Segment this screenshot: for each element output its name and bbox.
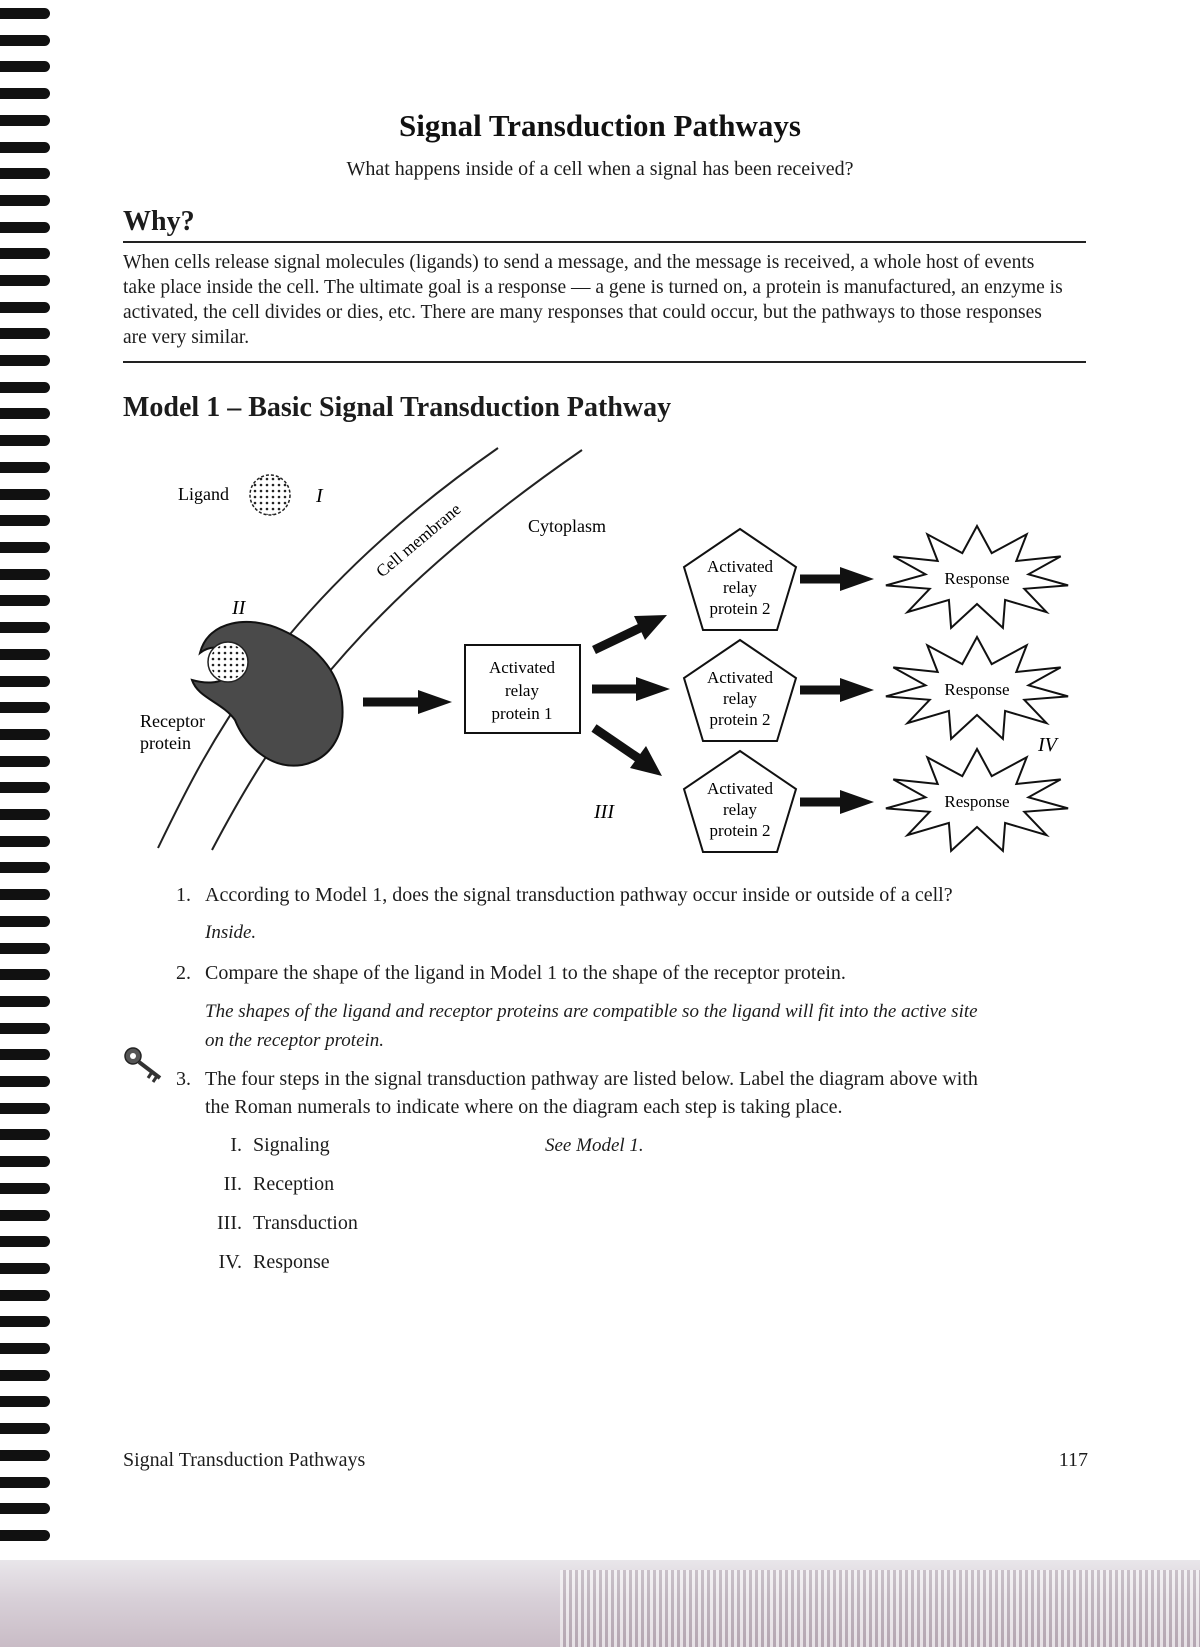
model-heading: Model 1 – Basic Signal Transduction Pathway bbox=[123, 392, 672, 423]
q2-text: Compare the shape of the ligand in Model 1 to the shape of the receptor protein. bbox=[205, 962, 846, 984]
page-number: 117 bbox=[1058, 1449, 1088, 1471]
binding-coil bbox=[0, 248, 50, 259]
ligand-label: Ligand bbox=[178, 484, 229, 504]
binding-coil bbox=[0, 943, 50, 954]
binding-coil bbox=[0, 889, 50, 900]
binding-coil bbox=[0, 1290, 50, 1301]
cytoplasm-label: Cytoplasm bbox=[528, 516, 607, 536]
binding-coil bbox=[0, 676, 50, 687]
relay2-mid-line1: Activated bbox=[706, 668, 774, 687]
arrow-response-top-head bbox=[840, 567, 874, 591]
arrow-to-relay1-head bbox=[418, 690, 452, 714]
relay1-line1: Activated bbox=[488, 658, 556, 677]
why-heading: Why? bbox=[123, 206, 195, 237]
receptor-label-line1: Receptor bbox=[140, 711, 205, 731]
q1-text: According to Model 1, does the signal transduction pathway occur inside or outside of a cell? bbox=[205, 884, 953, 906]
q1-answer: Inside. bbox=[205, 922, 257, 943]
binding-coil bbox=[0, 1183, 50, 1194]
relay2-mid-line2: relay bbox=[723, 689, 757, 708]
binding-coil bbox=[0, 996, 50, 1007]
binding-coil bbox=[0, 1263, 50, 1274]
step-4-numeral: IV. bbox=[218, 1251, 242, 1273]
q1-number: 1. bbox=[176, 884, 191, 906]
spiral-binding bbox=[0, 0, 60, 1560]
relay2-bot-line2: relay bbox=[723, 800, 757, 819]
arrow-relay2-mid-head bbox=[636, 677, 670, 701]
binding-coil bbox=[0, 275, 50, 286]
binding-coil bbox=[0, 542, 50, 553]
step-2-numeral: II. bbox=[223, 1173, 242, 1195]
binding-coil bbox=[0, 1236, 50, 1247]
binding-coil bbox=[0, 1370, 50, 1381]
why-paragraph: When cells release signal molecules (ligands) to send a message, and the message is received, a whole host of events take place inside the cell. The ultimate goal is a response — a gene is turned on, a protein is manufactured, an enzyme is activated, the cell divides or dies, etc. There are many responses that could occur, but the pathways to those responses are very similar. bbox=[123, 252, 1063, 348]
key-icon bbox=[122, 1044, 166, 1084]
binding-coil bbox=[0, 729, 50, 740]
ligand-shape bbox=[250, 475, 290, 515]
receptor-protein-shape bbox=[192, 622, 343, 766]
response-bot-label: Response bbox=[944, 792, 1010, 811]
binding-coil bbox=[0, 809, 50, 820]
footer-title: Signal Transduction Pathways bbox=[123, 1449, 366, 1471]
q3-text-line1: The four steps in the signal transduction pathway are listed below. Label the diagram above with bbox=[205, 1068, 978, 1090]
relay1-line3: protein 1 bbox=[491, 704, 553, 723]
binding-coil bbox=[0, 1423, 50, 1434]
numeral-iv: IV bbox=[1038, 734, 1057, 756]
relay2-top-line3: protein 2 bbox=[709, 599, 771, 618]
binding-coil bbox=[0, 916, 50, 927]
binding-coil bbox=[0, 302, 50, 313]
binding-coil bbox=[0, 756, 50, 767]
arrow-response-bot-head bbox=[840, 790, 874, 814]
step-3-numeral: III. bbox=[217, 1212, 242, 1234]
page-subtitle: What happens inside of a cell when a signal has been received? bbox=[346, 158, 854, 180]
binding-coil bbox=[0, 328, 50, 339]
binding-coil bbox=[0, 462, 50, 473]
why-top-rule bbox=[123, 241, 1086, 243]
relay1-line2: relay bbox=[505, 681, 539, 700]
binding-coil bbox=[0, 1503, 50, 1514]
q2-answer-line2: on the receptor protein. bbox=[205, 1030, 385, 1051]
response-mid-label: Response bbox=[944, 680, 1010, 699]
binding-coil bbox=[0, 782, 50, 793]
q3-number: 3. bbox=[176, 1068, 191, 1090]
binding-coil bbox=[0, 35, 50, 46]
binding-coil bbox=[0, 836, 50, 847]
relay2-top-line1: Activated bbox=[706, 557, 774, 576]
binding-coil bbox=[0, 8, 50, 19]
binding-coil bbox=[0, 515, 50, 526]
binding-coil bbox=[0, 1156, 50, 1167]
why-bottom-rule bbox=[123, 361, 1086, 363]
binding-coil bbox=[0, 702, 50, 713]
binding-coil bbox=[0, 595, 50, 606]
binding-coil bbox=[0, 195, 50, 206]
receptor-label-line2: protein bbox=[140, 733, 191, 753]
response-top-label: Response bbox=[944, 569, 1010, 588]
steps-answer: See Model 1. bbox=[545, 1135, 644, 1156]
binding-coil bbox=[0, 355, 50, 366]
binding-coil bbox=[0, 569, 50, 580]
relay2-bot-line1: Activated bbox=[706, 779, 774, 798]
numeral-ii: II bbox=[232, 597, 246, 619]
q3-text-line2: the Roman numerals to indicate where on the diagram each step is taking place. bbox=[205, 1096, 843, 1118]
binding-coil bbox=[0, 1477, 50, 1488]
step-1-label: Signaling bbox=[253, 1134, 330, 1156]
binding-coil bbox=[0, 969, 50, 980]
binding-coil bbox=[0, 382, 50, 393]
binding-coil bbox=[0, 489, 50, 500]
model-diagram bbox=[120, 440, 1080, 860]
page-title: Signal Transduction Pathways bbox=[399, 108, 801, 143]
binding-coil bbox=[0, 1450, 50, 1461]
relay2-bot-line3: protein 2 bbox=[709, 821, 771, 840]
numeral-iii: III bbox=[594, 801, 614, 823]
binding-coil bbox=[0, 1530, 50, 1541]
binding-coil bbox=[0, 1129, 50, 1140]
arrow-response-mid-head bbox=[840, 678, 874, 702]
binding-coil bbox=[0, 862, 50, 873]
binding-coil bbox=[0, 1049, 50, 1060]
step-2-label: Reception bbox=[253, 1173, 335, 1195]
step-4-label: Response bbox=[253, 1251, 330, 1273]
binding-coil bbox=[0, 1210, 50, 1221]
q2-answer-line1: The shapes of the ligand and receptor proteins are compatible so the ligand will fit into the active site bbox=[205, 1001, 978, 1022]
binding-coil bbox=[0, 1103, 50, 1114]
binding-coil bbox=[0, 1316, 50, 1327]
arrow-relay2-bot bbox=[594, 728, 638, 758]
binding-coil bbox=[0, 1396, 50, 1407]
binding-coil bbox=[0, 622, 50, 633]
numeral-i: I bbox=[316, 485, 323, 507]
binding-coil bbox=[0, 435, 50, 446]
binding-coil bbox=[0, 88, 50, 99]
binding-coil bbox=[0, 408, 50, 419]
binding-coil bbox=[0, 222, 50, 233]
step-1-numeral: I. bbox=[230, 1134, 242, 1156]
relay2-mid-line3: protein 2 bbox=[709, 710, 771, 729]
binding-coil bbox=[0, 649, 50, 660]
step-3-label: Transduction bbox=[253, 1212, 358, 1234]
q2-number: 2. bbox=[176, 962, 191, 984]
binding-coil bbox=[0, 61, 50, 72]
binding-coil bbox=[0, 1076, 50, 1087]
arrow-relay2-top bbox=[594, 628, 640, 650]
page-edge-stripes bbox=[560, 1570, 1200, 1647]
bound-ligand bbox=[210, 644, 246, 680]
binding-coil bbox=[0, 1023, 50, 1034]
binding-coil bbox=[0, 1343, 50, 1354]
relay2-top-line2: relay bbox=[723, 578, 757, 597]
cell-membrane-label: Cell membrane bbox=[372, 499, 465, 582]
